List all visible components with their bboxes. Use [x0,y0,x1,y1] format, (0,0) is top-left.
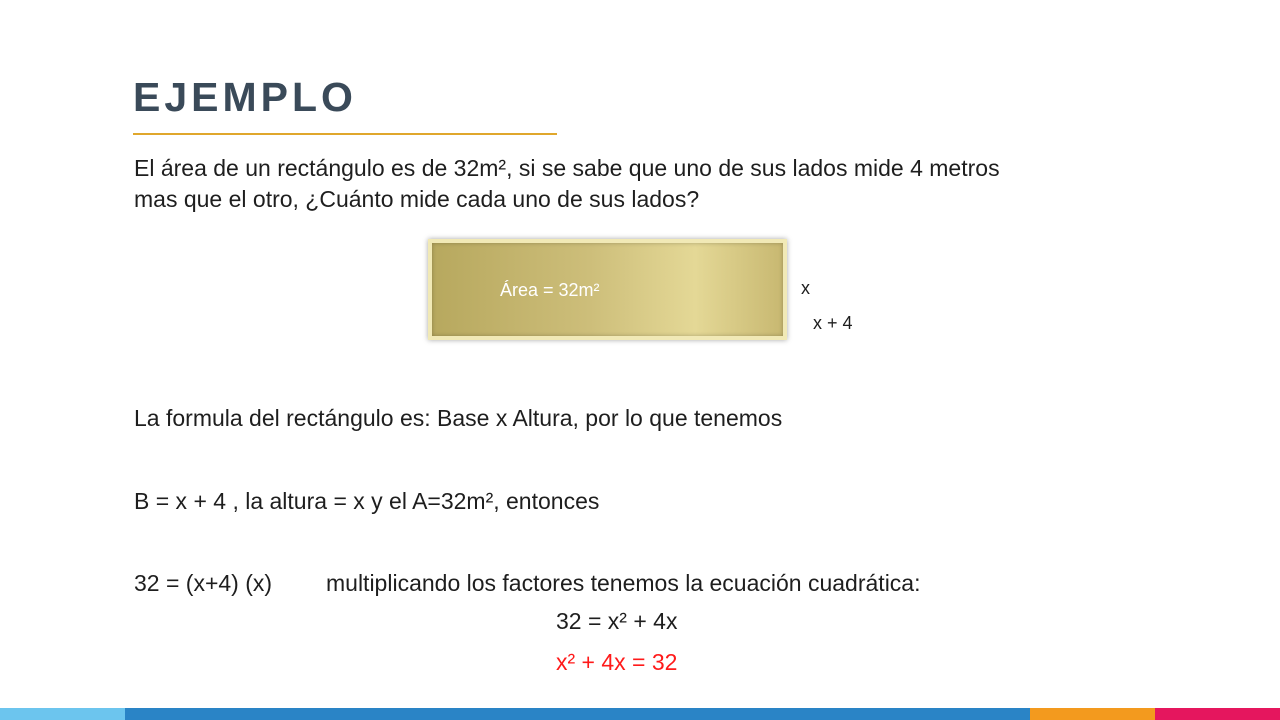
bottom-color-bar [0,708,1280,720]
equation-left: 32 = (x+4) (x) [134,570,273,596]
slide-title: EJEMPLO [133,74,357,120]
base-label: x + 4 [813,313,853,333]
height-label: x [801,278,810,298]
problem-text-line-1: El área de un rectángulo es de 32m², si se sabe que uno de sus lados mide 4 metros [134,155,1000,181]
quadratic-equation-2: x² + 4x = 32 [556,649,678,675]
problem-text-line-2: mas que el otro, ¿Cuánto mide cada uno de sus lados? [134,186,700,212]
quadratic-equation-1: 32 = x² + 4x [556,608,678,634]
title-underline [133,133,557,135]
bar-segment-orange [1030,708,1155,720]
bar-segment-light-blue [0,708,125,720]
equation-explanation: multiplicando los factores tenemos la ecuación cuadrática: [326,570,921,596]
formula-text: La formula del rectángulo es: Base x Altura, por lo que tenemos [134,405,783,431]
bar-segment-blue [125,708,1030,720]
rectangle-area-label: Área = 32m² [500,280,600,300]
given-text: B = x + 4 , la altura = x y el A=32m², entonces [134,488,600,514]
rectangle-figure [428,239,787,340]
bar-segment-pink [1155,708,1280,720]
